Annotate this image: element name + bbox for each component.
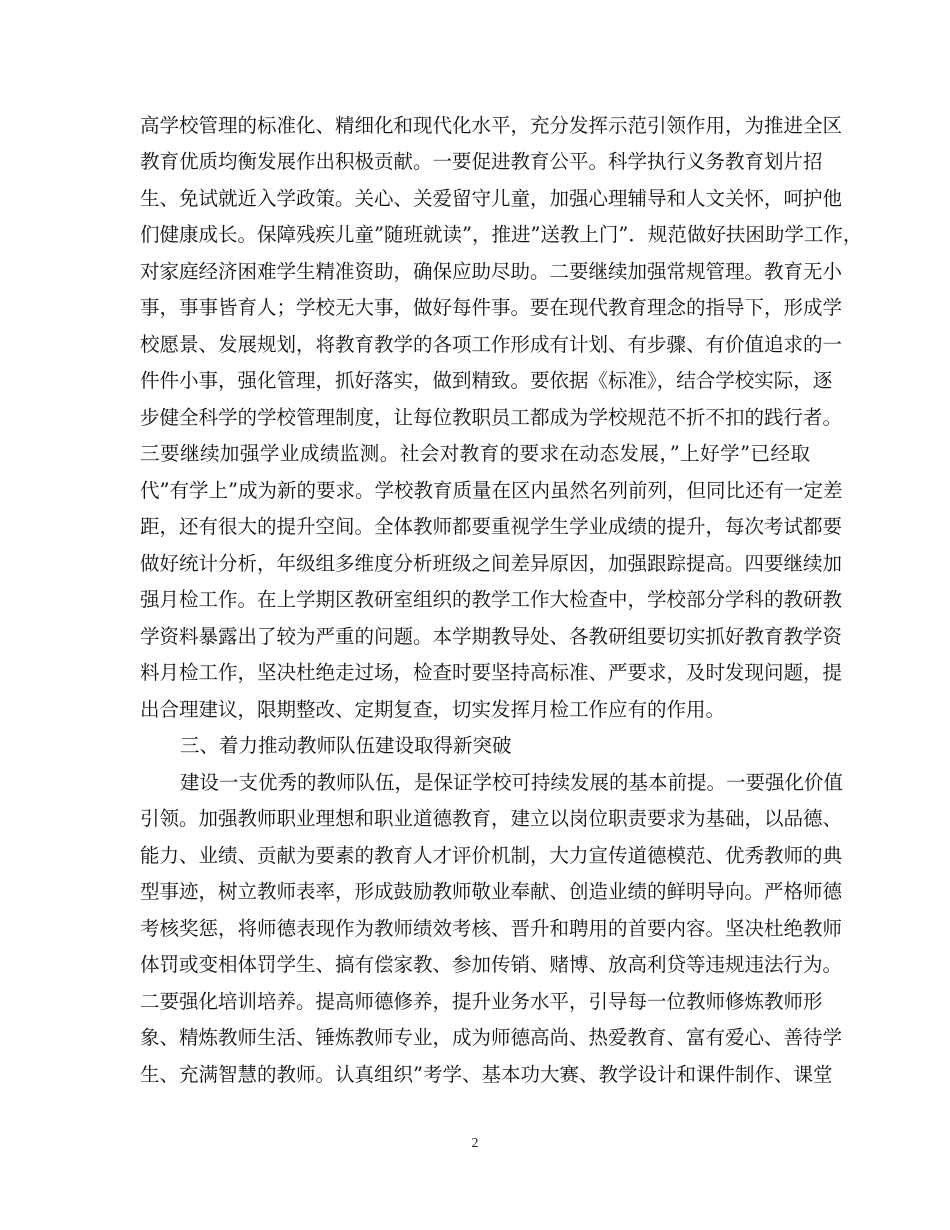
paragraph-line: 三要继续加强学业成绩监测。社会对教育的要求在动态发展，”上好学”已经取	[140, 442, 810, 465]
paragraph-line: 能力、业绩、贡献为要素的教育人才评价机制，大力宣传道德模范、优秀教师的典	[140, 844, 843, 867]
paragraph-line: 引领。加强教师职业理想和职业道德教育，建立以岗位职责要求为基础，以品德、	[140, 807, 843, 830]
paragraph-line: 代”有学上”成为新的要求。学校教育质量在区内虽然名列前列，但同比还有一定差	[140, 479, 843, 502]
paragraph-line: 料月检工作，坚决杜绝走过场，检查时要坚持高标准、严要求，及时发现问题，提	[140, 661, 843, 684]
paragraph-line: 生、充满智慧的教师。认真组织”考学、基本功大赛、教学设计和课件制作、课堂	[140, 1063, 833, 1086]
paragraph-line: 做好统计分析，年级组多维度分析班级之间差异原因，加强跟踪提高。四要继续加	[140, 552, 843, 575]
paragraph-line: 体罚或变相体罚学生、搞有偿家教、参加传销、赌博、放高利贷等违规违法行为。	[140, 953, 843, 976]
paragraph-line: 高学校管理的标准化、精细化和现代化水平，充分发挥示范引领作用，为推进全区	[140, 114, 843, 137]
page-number: 2	[471, 1136, 479, 1151]
paragraph-line: 校愿景、发展规划，将教育教学的各项工作形成有计划、有步骤、有价值追求的一	[140, 333, 843, 356]
paragraph-line: 象、精炼教师生活、锤炼教师专业，成为师德高尚、热爱教育、富有爱心、善待学	[140, 1026, 843, 1049]
paragraph-line: 学资料暴露出了较为严重的问题。本学期教导处、各教研组要切实抓好教育教学资	[140, 625, 843, 648]
paragraph-line: 教育优质均衡发展作出积极贡献。一要促进教育公平。科学执行义务教育划片招	[140, 150, 823, 173]
paragraph-line: 件件小事，强化管理，抓好落实，做到精致。要依据《标准》，结合学校实际，逐	[140, 369, 833, 392]
paragraph-line: 建设一支优秀的教师队伍，是保证学校可持续发展的基本前提。一要强化价值	[180, 771, 844, 794]
paragraph-line: 步健全科学的学校管理制度，让每位教职员工都成为学校规范不折不扣的践行者。	[140, 406, 843, 429]
paragraph-line: 距，还有很大的提升空间。全体教师都要重视学生学业成绩的提升，每次考试都要	[140, 515, 843, 538]
section-heading: 三、着力推动教师队伍建设取得新突破	[180, 734, 512, 757]
paragraph-line: 二要强化培训培养。提高师德修养，提升业务水平，引导每一位教师修炼教师形	[140, 990, 823, 1013]
paragraph-line: 事，事事皆育人；学校无大事，做好每件事。要在现代教育理念的指导下，形成学	[140, 296, 843, 319]
paragraph-line: 强月检工作。在上学期区教研室组织的教学工作大检查中，学校部分学科的教研教	[140, 588, 843, 611]
paragraph-line: 考核奖惩，将师德表现作为教师绩效考核、晋升和聘用的首要内容。坚决杜绝教师	[140, 917, 843, 940]
paragraph-line: 生、免试就近入学政策。关心、关爱留守儿童，加强心理辅导和人文关怀，呵护他	[140, 187, 843, 210]
paragraph-line: 出合理建议，限期整改、定期复查，切实发挥月检工作应有的作用。	[140, 698, 726, 721]
paragraph-line: 型事迹，树立教师表率，形成鼓励教师敬业奉献、创造业绩的鲜明导向。严格师德	[140, 880, 843, 903]
paragraph-line: 们健康成长。保障残疾儿童”随班就读”，推进”送教上门”．规范做好扶困助学工作，	[140, 223, 863, 246]
paragraph-line: 对家庭经济困难学生精准资助，确保应助尽助。二要继续加强常规管理。教育无小	[140, 260, 843, 283]
